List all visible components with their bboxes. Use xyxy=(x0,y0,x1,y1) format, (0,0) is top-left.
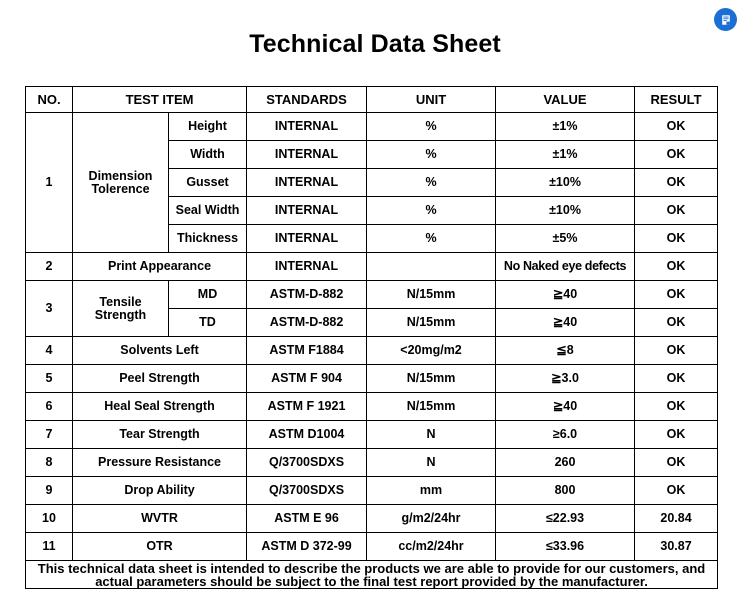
cell-result: OK xyxy=(635,281,718,309)
cell-result: OK xyxy=(635,197,718,225)
cell-value: ±5% xyxy=(496,225,635,253)
cell-test-item: Pressure Resistance xyxy=(73,449,247,477)
cell-result: OK xyxy=(635,449,718,477)
column-header-no: NO. xyxy=(26,87,73,113)
cell-no: 7 xyxy=(26,421,73,449)
cell-no: 5 xyxy=(26,365,73,393)
cell-no: 3 xyxy=(26,281,73,337)
cell-sub-item: Gusset xyxy=(169,169,247,197)
document-badge-icon[interactable] xyxy=(714,8,737,31)
cell-unit xyxy=(367,253,496,281)
cell-value: ≤33.96 xyxy=(496,533,635,561)
cell-sub-item: TD xyxy=(169,309,247,337)
cell-standards: ASTM F 1921 xyxy=(247,393,367,421)
cell-result: 30.87 xyxy=(635,533,718,561)
cell-standards: ASTM D 372-99 xyxy=(247,533,367,561)
cell-no: 1 xyxy=(26,113,73,253)
cell-unit: % xyxy=(367,169,496,197)
cell-test-item: Solvents Left xyxy=(73,337,247,365)
table-row xyxy=(26,421,718,449)
cell-value: 260 xyxy=(496,449,635,477)
cell-standards: ASTM F 904 xyxy=(247,365,367,393)
cell-result: OK xyxy=(635,253,718,281)
cell-unit: mm xyxy=(367,477,496,505)
footer-note xyxy=(26,561,718,589)
cell-value: ≧40 xyxy=(496,309,635,337)
column-header-test-item: TEST ITEM xyxy=(73,87,247,113)
cell-no: 6 xyxy=(26,393,73,421)
cell-value: ±1% xyxy=(496,113,635,141)
cell-unit: % xyxy=(367,141,496,169)
column-header-unit: UNIT xyxy=(367,87,496,113)
cell-result: OK xyxy=(635,421,718,449)
cell-unit: N xyxy=(367,421,496,449)
cell-unit: <20mg/m2 xyxy=(367,337,496,365)
cell-result: OK xyxy=(635,113,718,141)
cell-test-item: Tear Strength xyxy=(73,421,247,449)
cell-standards: ASTM D1004 xyxy=(247,421,367,449)
cell-test-item: WVTR xyxy=(73,505,247,533)
cell-value: ±10% xyxy=(496,169,635,197)
table-row xyxy=(26,337,718,365)
cell-unit: % xyxy=(367,225,496,253)
cell-sub-item: Width xyxy=(169,141,247,169)
cell-no: 8 xyxy=(26,449,73,477)
cell-standards: Q/3700SDXS xyxy=(247,449,367,477)
cell-sub-item: MD xyxy=(169,281,247,309)
column-header-standards: STANDARDS xyxy=(247,87,367,113)
cell-value: ≤22.93 xyxy=(496,505,635,533)
cell-standards: INTERNAL xyxy=(247,141,367,169)
cell-standards: INTERNAL xyxy=(247,197,367,225)
cell-result: OK xyxy=(635,337,718,365)
cell-standards: ASTM E 96 xyxy=(247,505,367,533)
cell-no: 10 xyxy=(26,505,73,533)
cell-standards: ASTM-D-882 xyxy=(247,281,367,309)
cell-unit: % xyxy=(367,113,496,141)
cell-unit: N/15mm xyxy=(367,281,496,309)
cell-sub-item: Height xyxy=(169,113,247,141)
cell-value: ±1% xyxy=(496,141,635,169)
cell-sub-item: Seal Width xyxy=(169,197,247,225)
cell-result: OK xyxy=(635,169,718,197)
cell-unit: N/15mm xyxy=(367,365,496,393)
cell-no: 9 xyxy=(26,477,73,505)
cell-value: ±10% xyxy=(496,197,635,225)
table-row xyxy=(26,449,718,477)
cell-unit: % xyxy=(367,197,496,225)
cell-value: ≦8 xyxy=(496,337,635,365)
table-header-row xyxy=(26,87,718,113)
technical-data-table xyxy=(25,86,718,589)
cell-standards: ASTM-D-882 xyxy=(247,309,367,337)
cell-standards: Q/3700SDXS xyxy=(247,477,367,505)
cell-result: OK xyxy=(635,141,718,169)
cell-unit: N xyxy=(367,449,496,477)
column-header-result: RESULT xyxy=(635,87,718,113)
cell-sub-item: Thickness xyxy=(169,225,247,253)
table-row xyxy=(26,281,718,309)
cell-value: ≧40 xyxy=(496,281,635,309)
page-title: Technical Data Sheet xyxy=(249,30,501,58)
cell-no: 11 xyxy=(26,533,73,561)
cell-unit: g/m2/24hr xyxy=(367,505,496,533)
footer-note-line-1: This technical data sheet is intended to describe the products we are able to provide for our customers, and xyxy=(37,560,706,576)
table-row xyxy=(26,477,718,505)
cell-result: OK xyxy=(635,393,718,421)
table-row xyxy=(26,393,718,421)
cell-result: OK xyxy=(635,309,718,337)
table-row xyxy=(26,113,718,141)
cell-result: OK xyxy=(635,477,718,505)
cell-unit: cc/m2/24hr xyxy=(367,533,496,561)
cell-test-item: Drop Ability xyxy=(73,477,247,505)
cell-unit: N/15mm xyxy=(367,393,496,421)
cell-test-item: Print Appearance xyxy=(73,253,247,281)
footer-note-line-2: actual parameters should be subject to the final test report provided by the manufacturer. xyxy=(95,573,648,589)
cell-standards: INTERNAL xyxy=(247,113,367,141)
cell-result: OK xyxy=(635,365,718,393)
cell-unit: N/15mm xyxy=(367,309,496,337)
cell-test-item: OTR xyxy=(73,533,247,561)
cell-value: ≧40 xyxy=(496,393,635,421)
column-header-value: VALUE xyxy=(496,87,635,113)
table-footer-row xyxy=(26,561,718,589)
cell-value: 800 xyxy=(496,477,635,505)
cell-standards: INTERNAL xyxy=(247,253,367,281)
cell-test-item: Tensile Strength xyxy=(73,281,169,337)
cell-result: OK xyxy=(635,225,718,253)
cell-result: 20.84 xyxy=(635,505,718,533)
cell-standards: INTERNAL xyxy=(247,169,367,197)
cell-value: ≥6.0 xyxy=(496,421,635,449)
cell-test-item: Peel Strength xyxy=(73,365,247,393)
cell-value: No Naked eye defects xyxy=(496,253,635,281)
table-row xyxy=(26,533,718,561)
table-row xyxy=(26,505,718,533)
cell-standards: INTERNAL xyxy=(247,225,367,253)
cell-test-item: Dimension Tolerence xyxy=(73,113,169,253)
cell-no: 4 xyxy=(26,337,73,365)
cell-test-item: Heal Seal Strength xyxy=(73,393,247,421)
table-row xyxy=(26,253,718,281)
table-row xyxy=(26,365,718,393)
cell-no: 2 xyxy=(26,253,73,281)
cell-value: ≧3.0 xyxy=(496,365,635,393)
cell-standards: ASTM F1884 xyxy=(247,337,367,365)
